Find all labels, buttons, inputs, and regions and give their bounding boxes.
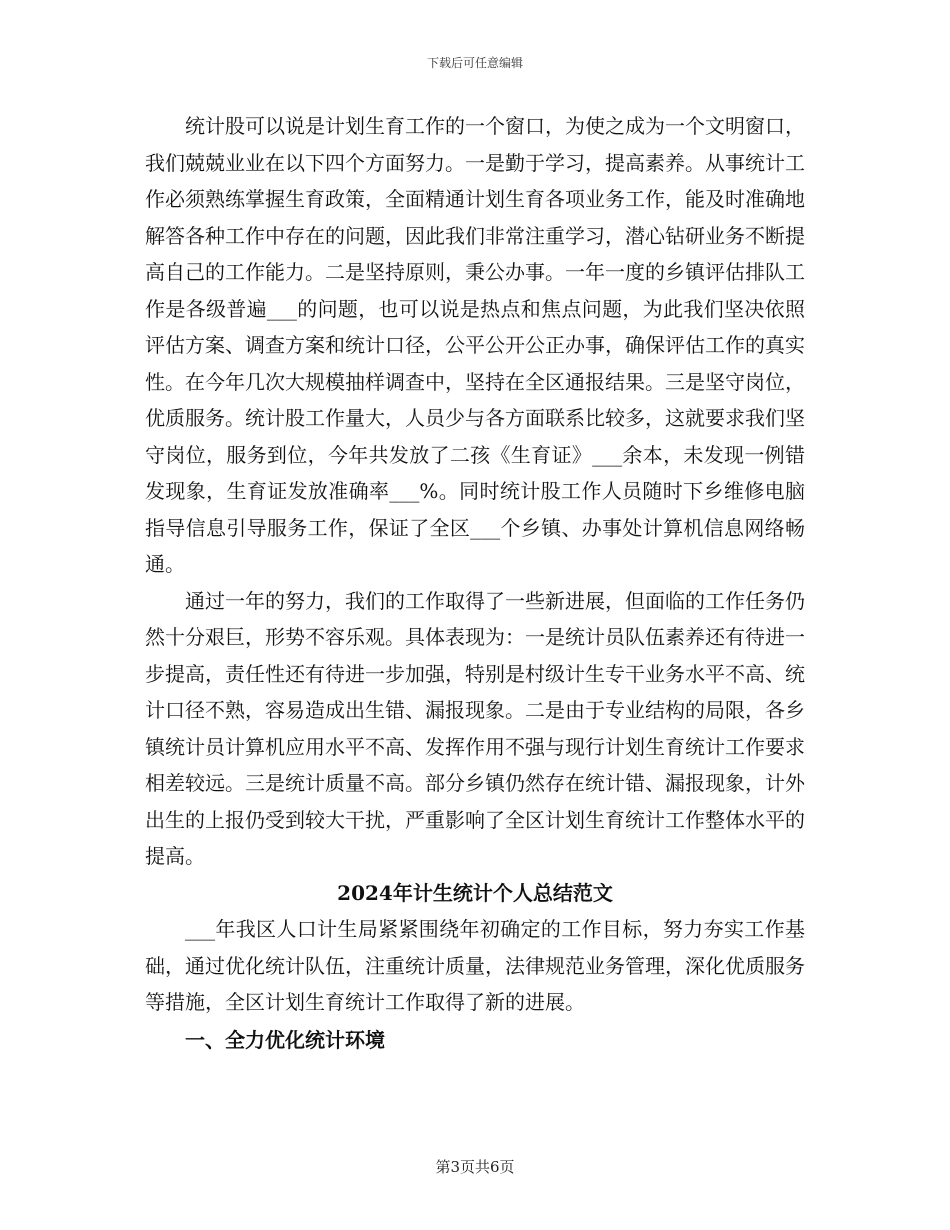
paragraph-statistics-window: 统计股可以说是计划生育工作的一个窗口，为使之成为一个文明窗口，我们兢兢业业在以下四个方面努力。一是勤于学习，提高素养。从事统计工作必须熟练掌握生育政策，全面精通计划生育各项业务工作，能及时准确地解答各种工作中存在的问题，因此我们非常注重学习，潜心钻研业务不断提高自己的工作能力。二是坚持原则，秉公办事。一年一度的乡镇评估排队工作是各级普遍___的问题，也可以说是热点和焦点问题，为此我们坚决依照评估方案、调查方案和统计口径，公平公开公正办事，确保评估工作的真实性。在今年几次大规模抽样调查中，坚持在全区通报结果。三是坚守岗位，优质服务。统计股工作量大，人员少与各方面联系比较多，这就要求我们坚守岗位，服务到位，今年共发放了二孩《生育证》___余本，未发现一例错发现象，生育证发放准确率___%。同时统计股工作人员随时下乡维修电脑指导信息引导服务工作，保证了全区___个乡镇、办事处计算机信息网络畅通。	[145, 114, 805, 576]
paragraph-problems: 通过一年的努力，我们的工作取得了一些新进展，但面临的工作任务仍然十分艰巨，形势不容乐观。具体表现为：一是统计员队伍素养还有待进一步提高，责任性还有待进一步加强，特别是村级计生专干业务水平不高、统计口径不熟，容易造成出生错、漏报现象。二是由于专业结构的局限，各乡镇统计员计算机应用水平不高、发挥作用不强与现行计划生育统计工作要求相差较远。三是统计质量不高。部分乡镇仍然存在统计错、漏报现象，计外出生的上报仍受到较大干扰，严重影响了全区计划生育统计工作整体水平的提高。	[145, 588, 805, 868]
page-number: 第3页共6页	[435, 1158, 515, 1176]
section-heading: 一、全力优化统计环境	[185, 1027, 385, 1052]
document-body	[145, 108, 805, 1059]
header-note: 下载后可任意编辑	[426, 56, 523, 70]
document-title: 2024年计生统计个人总结范文	[337, 880, 613, 905]
paragraph-intro: ___年我区人口计生局紧紧围绕年初确定的工作目标，努力夯实工作基础，通过优化统计队伍，注重统计质量，法律规范业务管理，深化优质服务等措施，全区计划生育统计工作取得了新的进展。	[145, 917, 805, 1014]
